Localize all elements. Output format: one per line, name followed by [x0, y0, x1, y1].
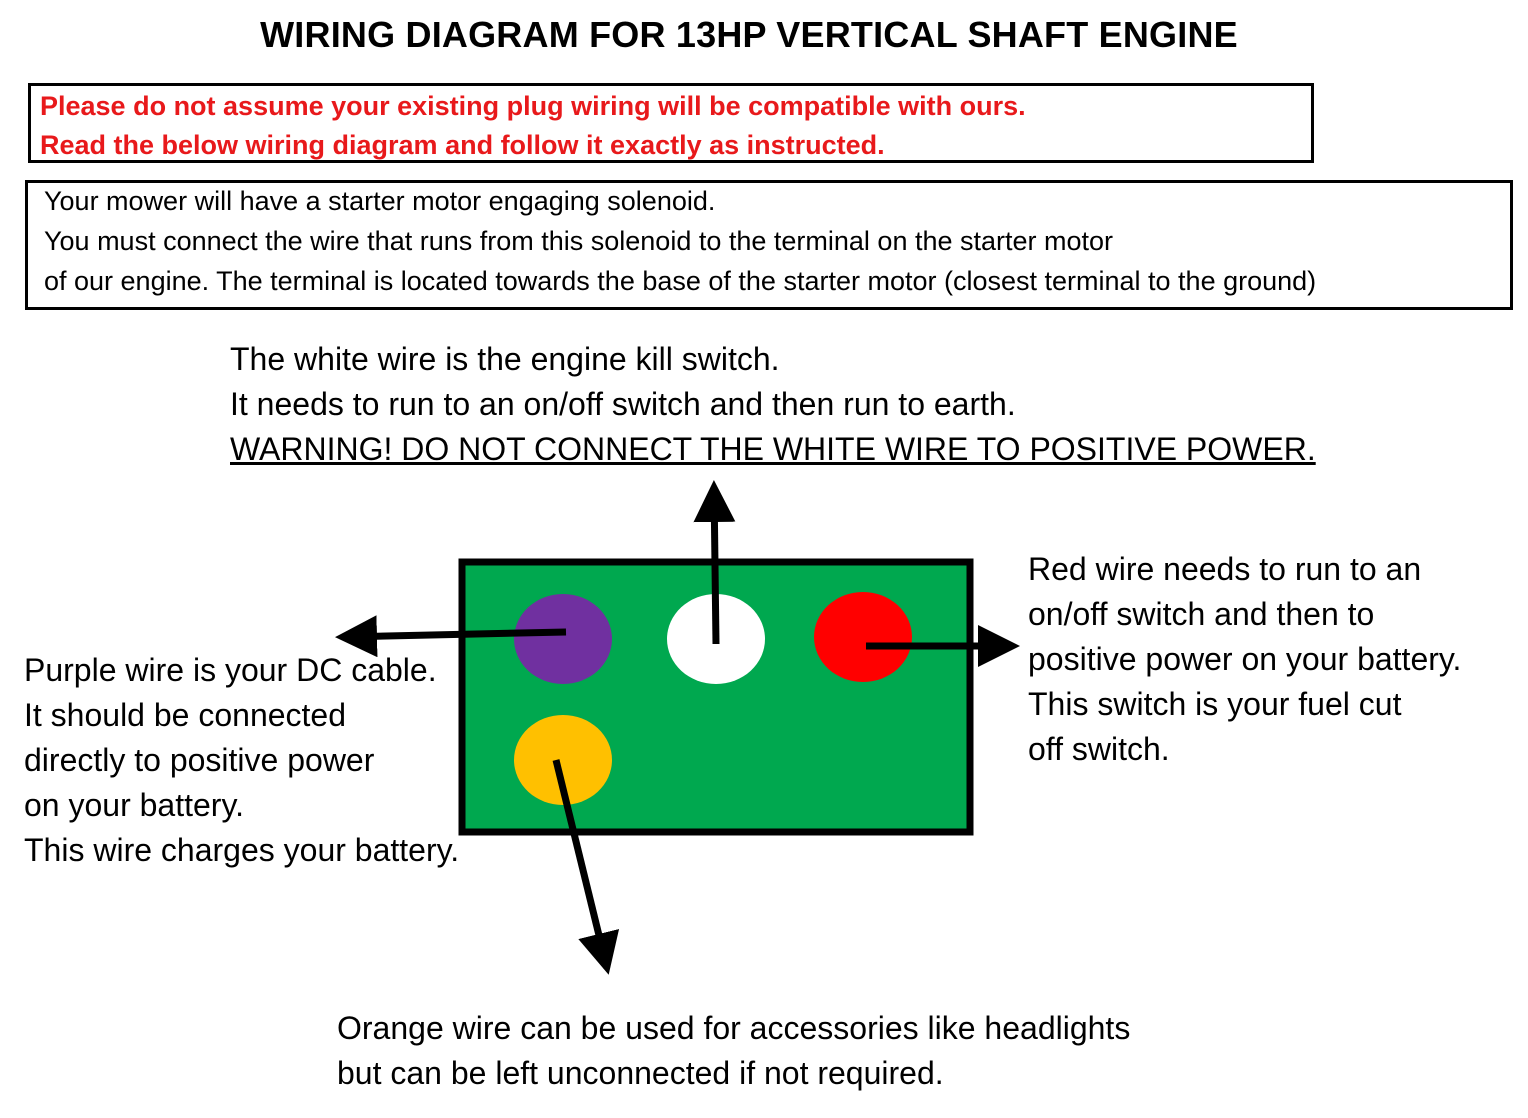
purple-note-line-2: It should be connected — [24, 697, 347, 733]
purple-note-line-5: This wire charges your battery. — [24, 832, 460, 868]
info-line-2: You must connect the wire that runs from this solenoid to the terminal on the starter motor — [44, 226, 1114, 256]
purple-note-line-1: Purple wire is your DC cable. — [24, 652, 437, 688]
red-note-line-2: on/off switch and then to — [1028, 596, 1375, 632]
warning-line-2: Read the below wiring diagram and follow it exactly as instructed. — [40, 130, 885, 160]
orange-note-line-2: but can be left unconnected if not required. — [337, 1055, 944, 1091]
purple-wire-arrow — [342, 632, 566, 637]
warning-line-1: Please do not assume your existing plug wiring will be compatible with ours. — [40, 91, 1026, 121]
purple-wire-terminal — [514, 594, 612, 684]
white-note-line-2: It needs to run to an on/off switch and then run to earth. — [230, 386, 1016, 422]
info-line-1: Your mower will have a starter motor engaging solenoid. — [44, 186, 716, 216]
red-note-line-4: This switch is your fuel cut — [1028, 686, 1402, 722]
diagram-title: WIRING DIAGRAM FOR 13HP VERTICAL SHAFT ENGINE — [260, 14, 1238, 55]
white-wire-arrow — [714, 487, 716, 644]
purple-note-line-3: directly to positive power — [24, 742, 375, 778]
red-note-line-1: Red wire needs to run to an — [1028, 551, 1422, 587]
red-note-line-3: positive power on your battery. — [1028, 641, 1462, 677]
white-note-line-1: The white wire is the engine kill switch. — [230, 341, 780, 377]
white-wire-warning: WARNING! DO NOT CONNECT THE WHITE WIRE TO POSITIVE POWER. — [230, 431, 1316, 467]
red-note-line-5: off switch. — [1028, 731, 1170, 767]
red-wire-terminal — [814, 592, 912, 682]
purple-note-line-4: on your battery. — [24, 787, 244, 823]
info-line-3: of our engine. The terminal is located towards the base of the starter motor (closest terminal to the ground) — [44, 266, 1317, 296]
orange-note-line-1: Orange wire can be used for accessories like headlights — [337, 1010, 1131, 1046]
